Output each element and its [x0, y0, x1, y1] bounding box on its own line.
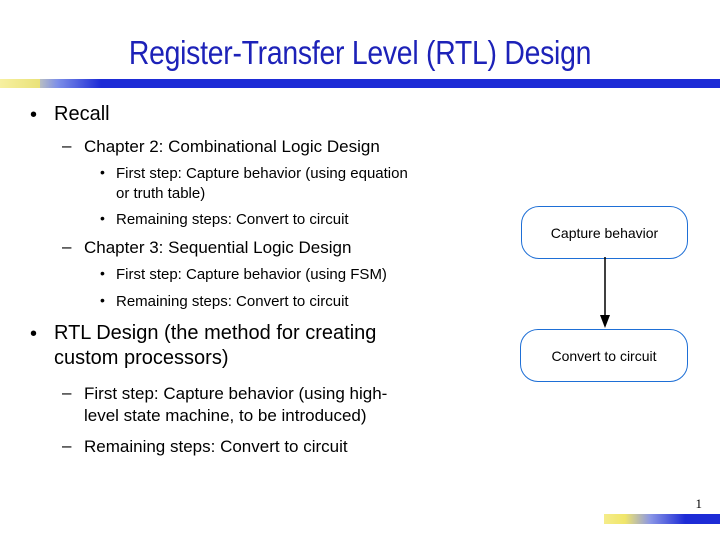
- dash-icon: –: [62, 383, 72, 402]
- bullet-ch2-first-step-cont: or truth table): [116, 185, 206, 202]
- bullet-chapter3: Chapter 3: Sequential Logic Design: [84, 238, 352, 257]
- bullet-dot-icon: •: [30, 104, 38, 126]
- bullet-recall: Recall: [54, 103, 110, 125]
- dash-icon: –: [62, 436, 72, 455]
- bullet-rtl-remaining: Remaining steps: Convert to circuit: [84, 437, 348, 456]
- bullet-rtl-first-step: First step: Capture behavior (using high-: [84, 384, 388, 403]
- title-bar-yellow-accent: [0, 79, 40, 88]
- node-capture-behavior: [521, 206, 688, 259]
- bullet-rtl-design: RTL Design (the method for creating: [54, 322, 377, 344]
- arrowhead-icon: [600, 315, 610, 328]
- bullet-ch3-remaining: Remaining steps: Convert to circuit: [116, 293, 349, 310]
- node-convert-to-circuit: [520, 329, 688, 382]
- dash-icon: –: [62, 136, 72, 155]
- bullet-ch2-remaining: Remaining steps: Convert to circuit: [116, 211, 349, 228]
- bullet-dot-icon: •: [100, 292, 105, 308]
- page-number: 1: [695, 496, 702, 511]
- node-capture-behavior-label: Capture behavior: [550, 224, 659, 241]
- bullet-ch3-first-step: First step: Capture behavior (using FSM): [116, 266, 387, 283]
- dash-icon: –: [62, 237, 72, 256]
- bullet-chapter2: Chapter 2: Combinational Logic Design: [84, 137, 380, 156]
- slide-title: Register-Transfer Level (RTL) Design: [128, 34, 592, 71]
- flow-arrow: [596, 257, 616, 329]
- node-convert-to-circuit-label: Convert to circuit: [551, 347, 657, 364]
- bullet-dot-icon: •: [100, 265, 105, 281]
- bullet-rtl-first-step-cont: level state machine, to be introduced): [84, 406, 367, 425]
- title-underline-bar: [0, 79, 720, 88]
- bullet-dot-icon: •: [100, 164, 105, 180]
- footer-bar: [604, 514, 720, 524]
- bullet-dot-icon: •: [100, 210, 105, 226]
- bullet-dot-icon: •: [30, 323, 38, 345]
- bullet-rtl-design-cont: custom processors): [54, 347, 229, 369]
- bullet-ch2-first-step: First step: Capture behavior (using equation: [116, 165, 408, 182]
